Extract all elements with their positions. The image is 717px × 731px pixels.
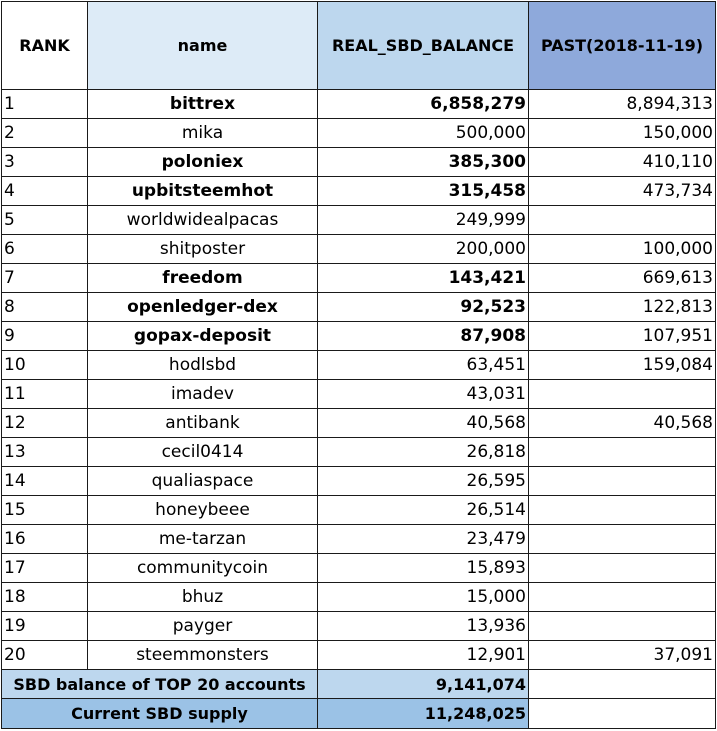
account-name-cell: upbitsteemhot [88, 177, 318, 206]
real-balance-cell: 315,458 [318, 177, 529, 206]
header-real-sbd-balance: REAL_SBD_BALANCE [318, 2, 529, 90]
rank-cell: 12 [2, 409, 88, 438]
rank-cell: 2 [2, 119, 88, 148]
real-balance-cell: 63,451 [318, 351, 529, 380]
past-balance-cell: 107,951 [529, 322, 716, 351]
table-row [2, 351, 716, 380]
past-balance-cell: 37,091 [529, 641, 716, 670]
table-row [2, 322, 716, 351]
past-balance-cell [529, 612, 716, 641]
past-balance-cell: 473,734 [529, 177, 716, 206]
account-name-cell: steemmonsters [88, 641, 318, 670]
account-name-cell: shitposter [88, 235, 318, 264]
rank-cell: 6 [2, 235, 88, 264]
rank-cell: 11 [2, 380, 88, 409]
sbd-balance-table [1, 1, 716, 729]
account-name-cell: bittrex [88, 90, 318, 119]
account-name-cell: poloniex [88, 148, 318, 177]
past-balance-cell [529, 380, 716, 409]
real-balance-cell: 500,000 [318, 119, 529, 148]
rank-cell: 5 [2, 206, 88, 235]
table-row [2, 119, 716, 148]
past-balance-cell [529, 496, 716, 525]
header-row [2, 2, 716, 90]
past-balance-cell [529, 583, 716, 612]
account-name-cell: honeybeee [88, 496, 318, 525]
table-row [2, 583, 716, 612]
table-row [2, 235, 716, 264]
past-balance-cell: 8,894,313 [529, 90, 716, 119]
real-balance-cell: 43,031 [318, 380, 529, 409]
empty-cell [529, 670, 716, 699]
account-name-cell: communitycoin [88, 554, 318, 583]
table-row [2, 148, 716, 177]
account-name-cell: openledger-dex [88, 293, 318, 322]
rank-cell: 3 [2, 148, 88, 177]
rank-cell: 9 [2, 322, 88, 351]
top20-total-label: SBD balance of TOP 20 accounts [2, 670, 318, 699]
account-name-cell: me-tarzan [88, 525, 318, 554]
real-balance-cell: 6,858,279 [318, 90, 529, 119]
real-balance-cell: 15,000 [318, 583, 529, 612]
table-row [2, 496, 716, 525]
rank-cell: 14 [2, 467, 88, 496]
rank-cell: 4 [2, 177, 88, 206]
past-balance-cell [529, 206, 716, 235]
account-name-cell: hodlsbd [88, 351, 318, 380]
past-balance-cell: 150,000 [529, 119, 716, 148]
current-supply-label: Current SBD supply [2, 699, 318, 729]
real-balance-cell: 249,999 [318, 206, 529, 235]
real-balance-cell: 26,514 [318, 496, 529, 525]
past-balance-cell: 159,084 [529, 351, 716, 380]
table-row [2, 554, 716, 583]
account-name-cell: mika [88, 119, 318, 148]
account-name-cell: payger [88, 612, 318, 641]
real-balance-cell: 26,595 [318, 467, 529, 496]
rank-cell: 1 [2, 90, 88, 119]
real-balance-cell: 12,901 [318, 641, 529, 670]
account-name-cell: worldwidealpacas [88, 206, 318, 235]
past-balance-cell [529, 525, 716, 554]
rank-cell: 7 [2, 264, 88, 293]
account-name-cell: imadev [88, 380, 318, 409]
table-row [2, 380, 716, 409]
table-row [2, 264, 716, 293]
rank-cell: 19 [2, 612, 88, 641]
rank-cell: 17 [2, 554, 88, 583]
rank-cell: 18 [2, 583, 88, 612]
real-balance-cell: 143,421 [318, 264, 529, 293]
table-row [2, 90, 716, 119]
rank-cell: 20 [2, 641, 88, 670]
table-row [2, 206, 716, 235]
real-balance-cell: 23,479 [318, 525, 529, 554]
past-balance-cell [529, 438, 716, 467]
real-balance-cell: 92,523 [318, 293, 529, 322]
top20-total-value: 9,141,074 [318, 670, 529, 699]
real-balance-cell: 87,908 [318, 322, 529, 351]
real-balance-cell: 26,818 [318, 438, 529, 467]
rank-cell: 10 [2, 351, 88, 380]
real-balance-cell: 385,300 [318, 148, 529, 177]
table-row [2, 467, 716, 496]
account-name-cell: qualiaspace [88, 467, 318, 496]
past-balance-cell: 122,813 [529, 293, 716, 322]
account-name-cell: cecil0414 [88, 438, 318, 467]
table-row [2, 438, 716, 467]
account-name-cell: antibank [88, 409, 318, 438]
current-supply-value: 11,248,025 [318, 699, 529, 729]
top20-total-row [2, 670, 716, 699]
real-balance-cell: 13,936 [318, 612, 529, 641]
table-row [2, 525, 716, 554]
real-balance-cell: 200,000 [318, 235, 529, 264]
account-name-cell: bhuz [88, 583, 318, 612]
rank-cell: 15 [2, 496, 88, 525]
account-name-cell: freedom [88, 264, 318, 293]
table-row [2, 612, 716, 641]
rank-cell: 16 [2, 525, 88, 554]
past-balance-cell: 40,568 [529, 409, 716, 438]
table-row [2, 293, 716, 322]
header-name: name [88, 2, 318, 90]
table-row [2, 641, 716, 670]
table-row [2, 177, 716, 206]
past-balance-cell [529, 467, 716, 496]
real-balance-cell: 15,893 [318, 554, 529, 583]
rank-cell: 8 [2, 293, 88, 322]
header-rank: RANK [2, 2, 88, 90]
account-name-cell: gopax-deposit [88, 322, 318, 351]
table-row [2, 409, 716, 438]
past-balance-cell: 669,613 [529, 264, 716, 293]
past-balance-cell [529, 554, 716, 583]
empty-cell [529, 699, 716, 729]
header-past-balance: PAST(2018-11-19) [529, 2, 716, 90]
rank-cell: 13 [2, 438, 88, 467]
past-balance-cell: 100,000 [529, 235, 716, 264]
past-balance-cell: 410,110 [529, 148, 716, 177]
real-balance-cell: 40,568 [318, 409, 529, 438]
current-supply-row [2, 699, 716, 729]
